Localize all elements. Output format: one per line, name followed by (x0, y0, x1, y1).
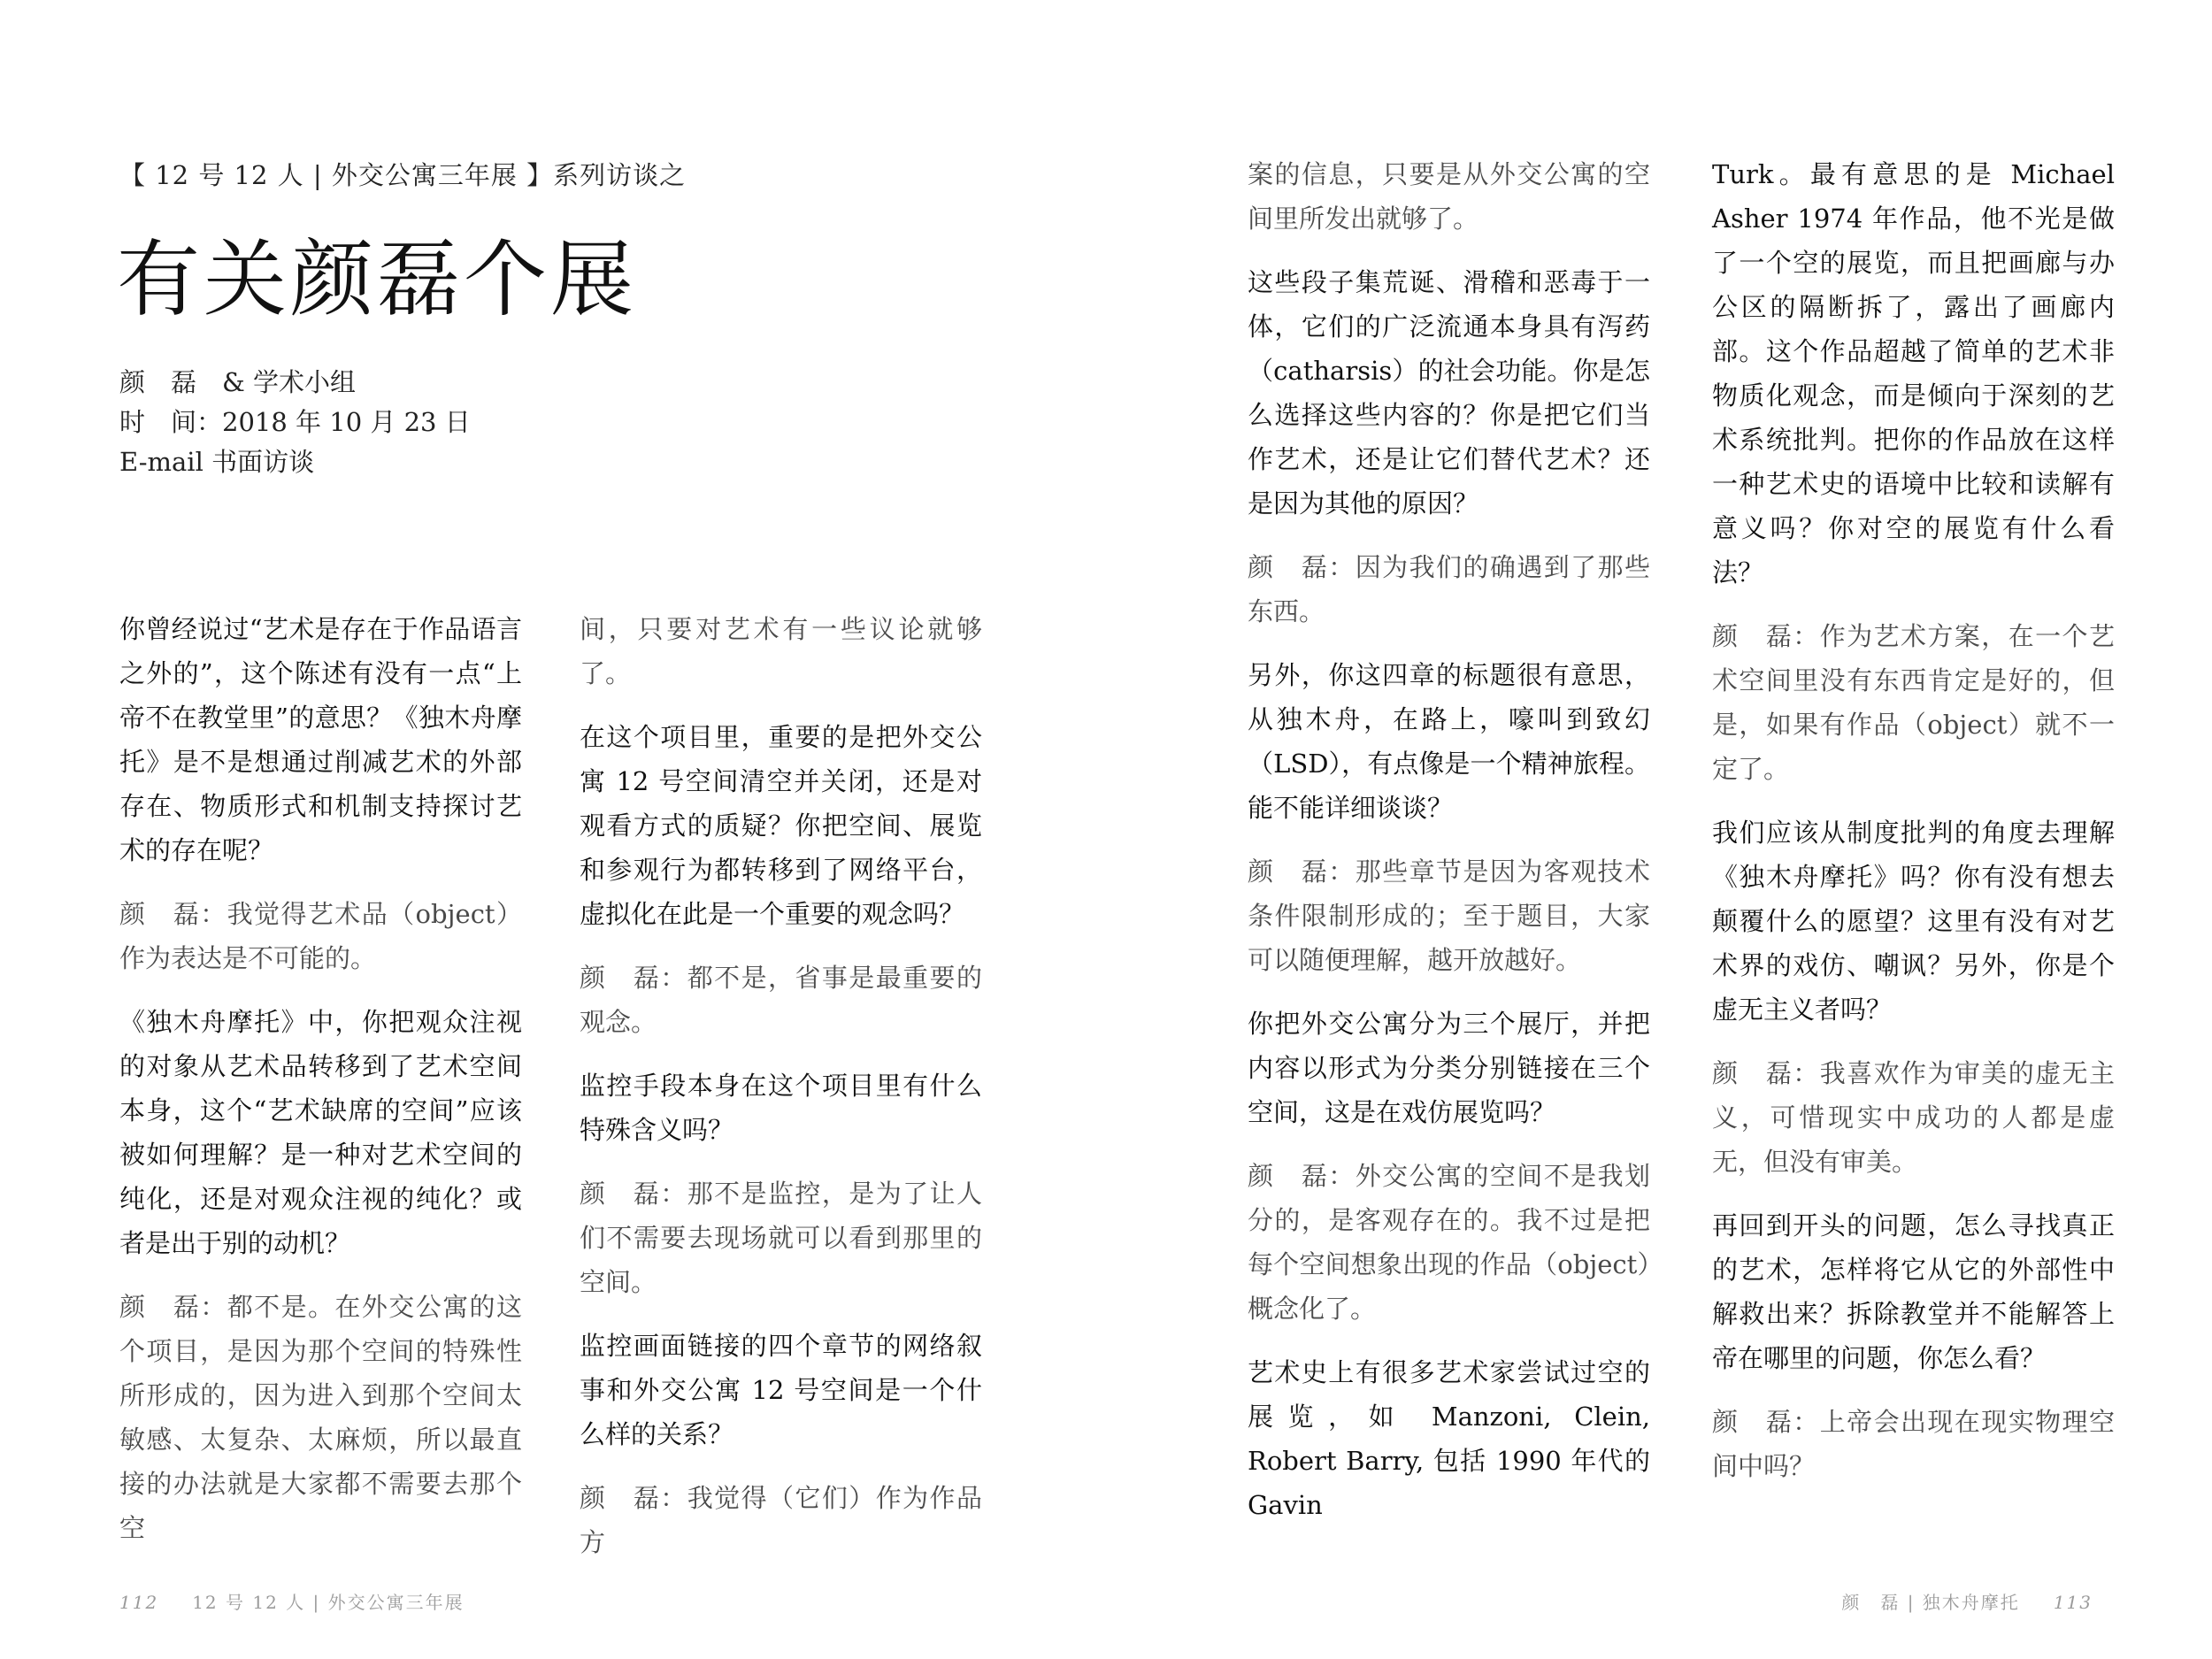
text-column-3 (1248, 152, 1650, 1547)
question-paragraph: 你把外交公寓分为三个展厅，并把内容以形式为分类分别链接在三个空间，这是在戏仿展览吗？ (1248, 1009, 1650, 1127)
page-number: 112 (119, 1592, 159, 1613)
answer-paragraph: 颜 磊：上帝会出现在现实物理空间中吗？ (1712, 1407, 2115, 1481)
question-paragraph: 再回到开头的问题，怎么寻找真正的艺术，怎样将它从它的外部性中解救出来？拆除教堂并不能解答上帝在哪里的问题，你怎么看？ (1712, 1210, 2115, 1373)
question-paragraph: 监控画面链接的四个章节的网络叙事和外交公寓 12 号空间是一个什么样的关系？ (580, 1331, 982, 1449)
question-paragraph: 这些段子集荒诞、滑稽和恶毒于一体，它们的广泛流通本身具有泻药（catharsis）的社会功能。你是怎么选择这些内容的？你是把它们当作艺术，还是让它们替代艺术？还是因为其他的原因？ (1248, 267, 1650, 518)
answer-paragraph: 颜 磊：那不是监控，是为了让人们不需要去现场就可以看到那里的空间。 (580, 1179, 982, 1297)
answer-paragraph: 颜 磊：我喜欢作为审美的虚无主义，可惜现实中成功的人都是虚无，但没有审美。 (1712, 1058, 2115, 1177)
running-header: 颜 磊 | 独木舟摩托 (1841, 1592, 2020, 1613)
answer-paragraph: 颜 磊：作为艺术方案，在一个艺术空间里没有东西肯定是好的，但是，如果有作品（object）就不一定了。 (1712, 621, 2115, 784)
answer-paragraph: 颜 磊：外交公寓的空间不是我划分的，是客观存在的。我不过是把每个空间想象出现的作品（object）概念化了。 (1248, 1161, 1650, 1324)
article-title: 有关颜磊个展 (117, 232, 638, 328)
answer-paragraph: 间，只要对艺术有一些议论就够了。 (580, 614, 982, 688)
right-page (1106, 0, 2212, 1659)
left-footer (119, 1588, 465, 1614)
answer-paragraph: 颜 磊：我觉得（它们）作为作品方 (580, 1483, 982, 1557)
question-paragraph: 监控手段本身在这个项目里有什么特殊含义吗？ (580, 1071, 982, 1145)
question-paragraph: 艺术史上有很多艺术家尝试过空的展览，如 Manzoni, Clein, Robert Barry, 包括 1990 年代的 Gavin (1248, 1357, 1650, 1520)
question-paragraph: 我们应该从制度批判的角度去理解《独木舟摩托》吗？你有没有想去颠覆什么的愿望？这里有没有对艺术界的戏仿、嘲讽？另外，你是个虚无主义者吗？ (1712, 818, 2115, 1025)
meta-authors: 颜 磊 & 学术小组 (119, 367, 357, 397)
answer-paragraph: 颜 磊：都不是。在外交公寓的这个项目，是因为那个空间的特殊性所形成的，因为进入到那个空间太敏感、太复杂、太麻烦，所以最直接的办法就是大家都不需要去那个空 (119, 1292, 522, 1543)
answer-paragraph: 颜 磊：那些章节是因为客观技术条件限制形成的；至于题目，大家可以随便理解，越开放越好。 (1248, 856, 1650, 975)
text-column-1 (119, 607, 522, 1570)
question-paragraph: 在这个项目里，重要的是把外交公寓 12 号空间清空并关闭，还是对观看方式的质疑？你把空间、展览和参观行为都转移到了网络平台，虚拟化在此是一个重要的观念吗？ (580, 722, 982, 929)
text-column-2 (580, 607, 982, 1584)
question-paragraph: 你曾经说过“艺术是存在于作品语言之外的”，这个陈述有没有一点“上帝不在教堂里”的意思？《独木舟摩托》是不是想通过削减艺术的外部存在、物质形式和机制支持探讨艺术的存在呢？ (119, 614, 522, 865)
answer-paragraph: 颜 磊：都不是，省事是最重要的观念。 (580, 963, 982, 1037)
question-paragraph: 《独木舟摩托》中，你把观众注视的对象从艺术品转移到了艺术空间本身，这个“艺术缺席的空间”应该被如何理解？是一种对艺术空间的纯化，还是对观众注视的纯化？或者是出于别的动机？ (119, 1007, 522, 1258)
article-meta (119, 363, 471, 482)
running-header: 12 号 12 人 | 外交公寓三年展 (192, 1592, 465, 1613)
meta-date: 时 间：2018 年 10 月 23 日 (119, 407, 471, 437)
page-number: 113 (2053, 1592, 2093, 1613)
answer-paragraph: 案的信息，只要是从外交公寓的空间里所发出就够了。 (1248, 159, 1650, 234)
question-paragraph: Turk。最有意思的是 Michael Asher 1974 年作品，他不光是做了一个空的展览，而且把画廊与办公区的隔断拆了，露出了画廊内部。这个作品超越了简单的艺术非物质化观念，而是倾向于深刻的艺术系统批判。把你的作品放在这样一种艺术史的语境中比较和读解有意义吗？你对空的展览有什么看法？ (1712, 159, 2115, 588)
answer-paragraph: 颜 磊：我觉得艺术品（object）作为表达是不可能的。 (119, 899, 522, 973)
meta-format: E-mail 书面访谈 (119, 447, 315, 477)
answer-paragraph: 颜 磊：因为我们的确遇到了那些东西。 (1248, 552, 1650, 626)
question-paragraph: 另外，你这四章的标题很有意思，从独木舟，在路上，嚎叫到致幻（LSD），有点像是一个精神旅程。能不能详细谈谈？ (1248, 660, 1650, 823)
text-column-4 (1712, 152, 2115, 1508)
right-footer (1841, 1588, 2093, 1614)
series-heading: 【 12 号 12 人 | 外交公寓三年展 】系列访谈之 (119, 160, 687, 190)
